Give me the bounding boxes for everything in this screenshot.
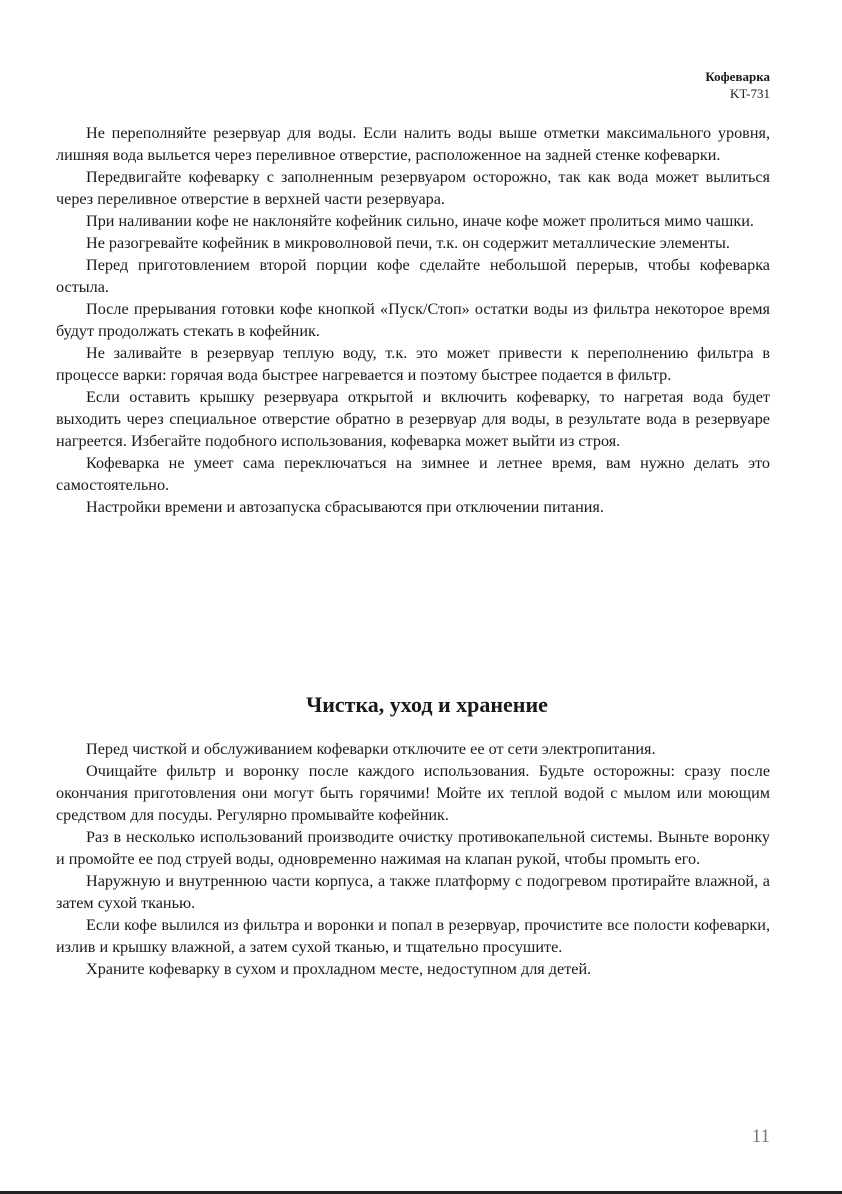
paragraph: Перед приготовлением второй порции кофе сделайте небольшой перерыв, чтобы кофеварка остыла. [56,256,770,296]
paragraph: Не разогревайте кофейник в микроволновой печи, т.к. он содержит металлические элементы. [86,234,730,252]
paragraph: Не заливайте в резервуар теплую воду, т.к. это может привести к переполнению фильтра в процессе варки: горячая вода быстрее нагревается и поэтому быстрее подается в фильтр. [56,344,770,384]
paragraph: Перед чисткой и обслуживанием кофеварки отключите ее от сети электропитания. [86,740,656,758]
paragraph: При наливании кофе не наклоняйте кофейник сильно, иначе кофе может пролиться мимо чашки. [86,212,754,230]
page-number: 11 [751,1126,770,1147]
paragraph: Не переполняйте резервуар для воды. Если налить воды выше отметки максимального уровня, лишняя вода выльется через переливное отверстие, расположенное на задней стенке кофеварки. [56,124,770,164]
precautions-text [56,122,770,518]
header-product-name: Кофеварка [705,69,770,84]
cleaning-text [56,738,770,980]
paragraph: Если оставить крышку резервуара открытой и включить кофеварку, то нагретая вода будет выходить через специальное отверстие обратно в резервуар для воды, в результате вода в резервуаре нагреется. Избегайте подобного использования, кофеварка может выйти из строя. [56,388,770,450]
paragraph: Храните кофеварку в сухом и прохладном месте, недоступном для детей. [86,960,592,978]
header-model-number: KT-731 [730,86,770,101]
paragraph: Передвигайте кофеварку с заполненным резервуаром осторожно, так как вода может вылиться через переливное отверстие в верхней части резервуара. [56,168,770,208]
running-header [705,68,770,102]
paragraph: Настройки времени и автозапуска сбрасываются при отключении питания. [86,498,604,516]
paragraph: Если кофе вылился из фильтра и воронки и попал в резервуар, прочистите все полости кофеварки, излив и крышку влажной, а затем сухой тканью, и тщательно просушите. [56,916,770,956]
paragraph: Наружную и внутреннюю части корпуса, а также платформу с подогревом протирайте влажной, а затем сухой тканью. [56,872,770,912]
section-heading: Чистка, уход и хранение [306,692,548,717]
paragraph: Очищайте фильтр и воронку после каждого использования. Будьте осторожны: сразу после окончания приготовления они могут быть горячими! Мойте их теплой водой с мылом или моющим средством для посуды. Регулярно промывайте кофейник. [56,762,770,824]
paragraph: Раз в несколько использований производите очистку противокапельной системы. Выньте воронку и промойте ее под струей воды, одновременно нажимая на клапан рукой, чтобы промыть его. [56,828,770,868]
paragraph: Кофеварка не умеет сама переключаться на зимнее и летнее время, вам нужно делать это самостоятельно. [56,454,770,494]
paragraph: После прерывания готовки кофе кнопкой «Пуск/Стоп» остатки воды из фильтра некоторое время будут продолжать стекать в кофейник. [56,300,770,340]
